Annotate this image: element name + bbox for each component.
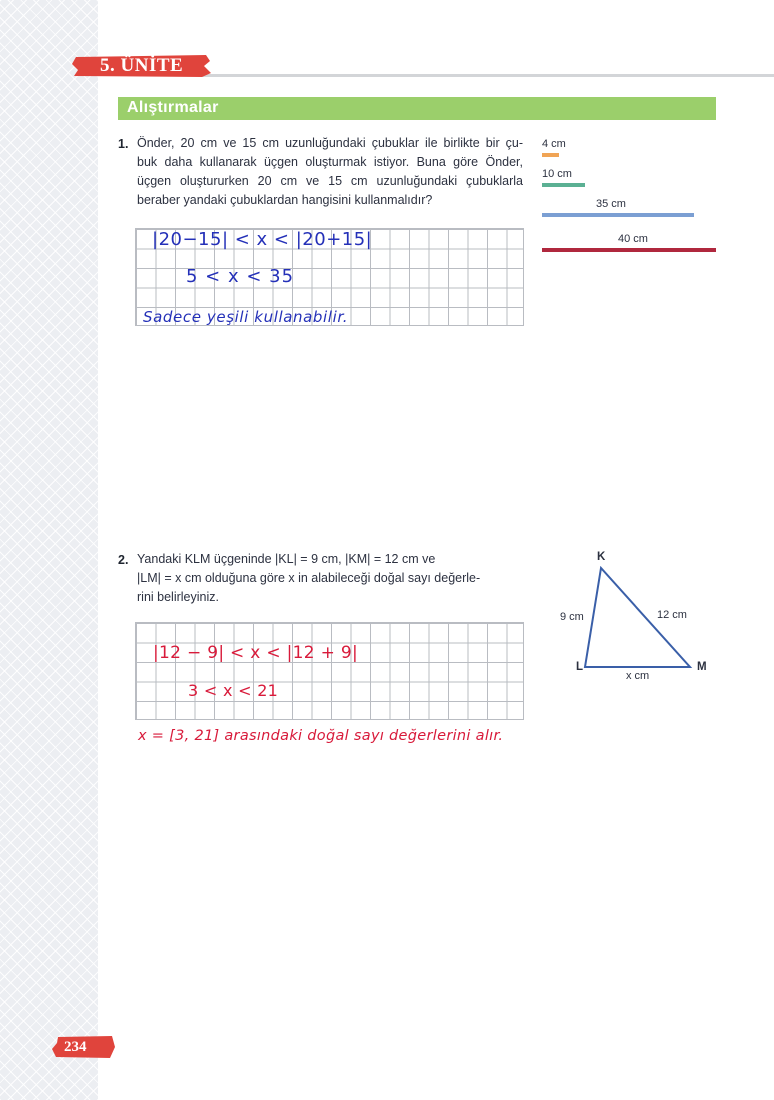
- side-pattern-strip: [0, 0, 98, 1100]
- answer-grid-2: [135, 622, 524, 720]
- side-lm-label: x cm: [626, 670, 650, 682]
- question-1-number: 1.: [118, 137, 129, 151]
- question-2-line: Yandaki KLM üçgeninde |KL| = 9 cm, |KM| = 12 cm ve: [137, 552, 436, 566]
- handwritten-answer: Sadece yeşili kullanabilir.: [143, 308, 349, 326]
- page-number: 234: [64, 1039, 87, 1055]
- handwritten-inequality: |12 − 9| < x < |12 + 9|: [153, 643, 358, 663]
- stick-10cm-label: 10 cm: [542, 168, 572, 180]
- stick-40cm-label: 40 cm: [618, 233, 648, 245]
- side-km-label: 12 cm: [657, 609, 687, 621]
- question-2-text: [137, 550, 523, 607]
- handwritten-range: 5 < x < 35: [186, 266, 295, 287]
- unit-label: 5. ÜNİTE: [100, 55, 184, 76]
- handwritten-inequality: |20−15| < x < |20+15|: [152, 229, 373, 250]
- question-1-text: [137, 134, 523, 210]
- stick-4cm-label: 4 cm: [542, 138, 566, 150]
- question-1-line: beraber yandaki çubuklardan hangisini kullanmalıdır?: [137, 193, 433, 207]
- vertex-l: L: [576, 661, 584, 673]
- vertex-m: M: [697, 661, 707, 673]
- stick-10cm: [542, 183, 585, 187]
- vertex-k: K: [597, 551, 606, 563]
- stick-35cm-label: 35 cm: [596, 198, 626, 210]
- header-rule: [200, 74, 774, 77]
- question-1-line: Önder, 20 cm ve 15 cm uzunluğundaki çubuklar ile birlikte bir çu-: [137, 136, 523, 150]
- question-2-line: rini belirleyiniz.: [137, 590, 219, 604]
- stick-40cm: [542, 248, 716, 252]
- question-2-line: |LM| = x cm olduğuna göre x in alabileceği doğal sayı değerle-: [137, 571, 481, 585]
- section-title: Alıştırmalar: [127, 99, 219, 116]
- question-2-number: 2.: [118, 553, 129, 567]
- handwritten-range: 3 < x < 21: [188, 681, 279, 700]
- stick-4cm: [542, 153, 559, 157]
- question-1-line: buk daha kullanarak üçgen oluşturmak istiyor. Buna göre Önder,: [137, 155, 523, 169]
- handwritten-answer: x = [3, 21] arasındaki doğal sayı değerlerini alır.: [138, 728, 504, 744]
- question-1-line: üçgen oluştururken 20 cm ve 15 cm uzunluğundaki çubuklarla: [137, 174, 523, 188]
- stick-35cm: [542, 213, 694, 217]
- side-kl-label: 9 cm: [560, 611, 584, 623]
